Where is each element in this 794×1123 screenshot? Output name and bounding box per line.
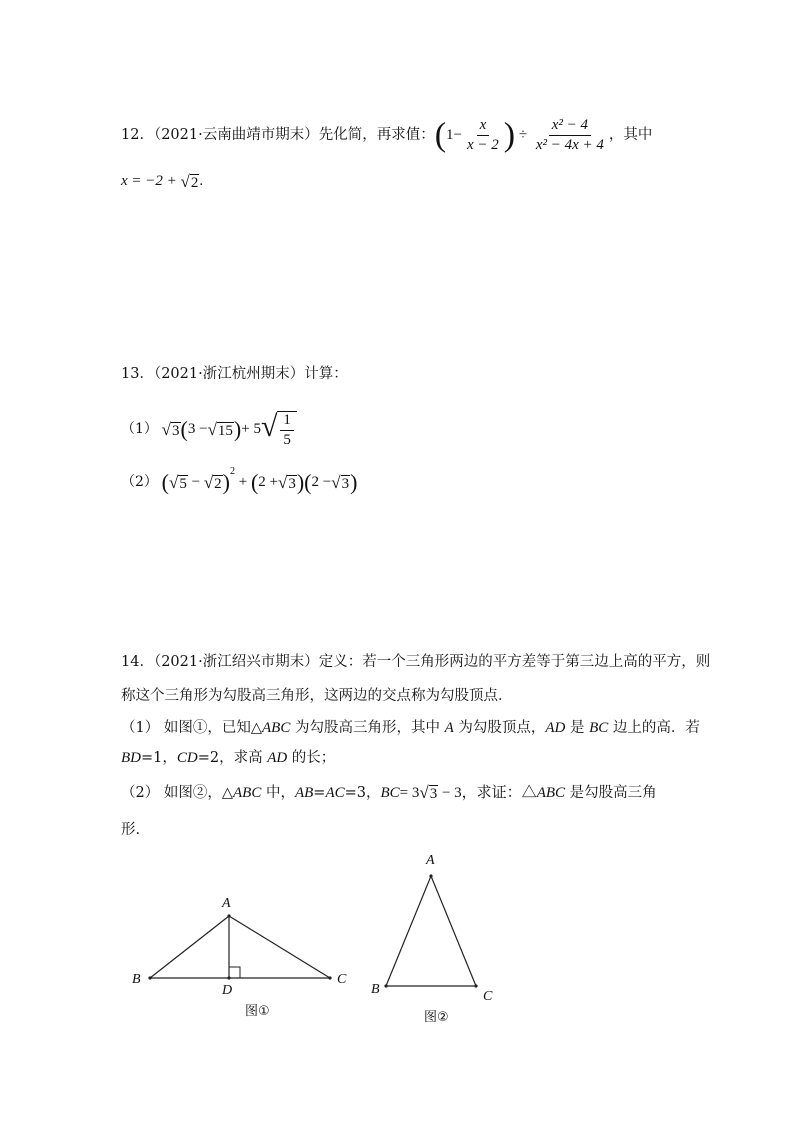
fig2-label-b: B [371, 982, 380, 997]
q14-l5-b: 中， [261, 785, 295, 801]
q12-tail: ，其中 [608, 126, 653, 143]
fig2-label-c: C [483, 989, 493, 1004]
q14-l5-bc: BC [380, 785, 400, 801]
q14-l4-AD: AD [267, 750, 288, 766]
q14-l5-r3: 3 [429, 786, 438, 802]
q14-line1: 14．（2021·浙江绍兴市期末）定义：若一个三角形两边的平方差等于第三边上高的平方，则 [121, 654, 711, 670]
q13-p1-plus5: + 5 [241, 420, 261, 437]
q14-l5-ac: AC [325, 785, 345, 801]
fig1-point-a [227, 914, 230, 917]
q13-p2-r3a: 3 [288, 475, 296, 492]
q12-cond-end: . [199, 173, 204, 189]
q13-part1: （1） √ 3 (3 − √ 15 )+ 5 √ $\frac{1}{5}$ [121, 410, 297, 449]
q12-condition: x = −2 + √ 2 . [121, 171, 204, 191]
q12-div: ÷ [518, 126, 528, 143]
q12-frac2-den: x² − 4x + 4 [535, 137, 604, 153]
fig1-right-angle-mark [229, 967, 240, 978]
q14-line2: 称这个三角形为勾股高三角形，这两边的交点称为勾股顶点． [121, 688, 513, 704]
fig1-caption: 图① [245, 1004, 270, 1019]
q13-p1-r15: 15 [217, 422, 233, 439]
fig1-label-c: C [337, 972, 347, 987]
q13-p1-label: （1） [121, 420, 158, 437]
q14-l3-d: 是 [565, 720, 590, 736]
q13-p1-fnum: 1 [280, 412, 294, 431]
fig1-side-ac [229, 916, 330, 978]
q14-line6: 形． [121, 822, 150, 838]
q13-p2-minus: − [191, 474, 201, 490]
q14-l5-e: − 3，求证：△ [438, 785, 537, 801]
q13-part2: （2） ( √ 5 − √ 2 )$^2$ + (2 + √ 3 )(2 − √ 3 ) [121, 466, 358, 495]
fig1-label-a: A [222, 896, 231, 911]
q14-l3-b: 为勾股高三角形，其中 [290, 720, 445, 736]
q14-l4-BD: BD [121, 750, 141, 766]
q14-l5-abc: ABC [233, 785, 262, 801]
q14-l5-f: 是勾股高三角 [565, 785, 657, 801]
fig2-side-ab [386, 876, 431, 986]
q12-one: 1− [446, 126, 463, 143]
q13-p2-label: （2） [121, 474, 158, 490]
q14-l5-c: =3， [344, 785, 381, 801]
q12-frac1-den: x − 2 [467, 137, 499, 153]
q12-cond-radicand: 2 [190, 174, 199, 191]
fig2-label-a: A [426, 853, 435, 868]
q14-l3-abc: ABC [262, 720, 291, 736]
q14-l3-BC: BC [589, 720, 609, 736]
q14-l5-a: （2） 如图②，△ [121, 785, 233, 801]
q13-p2-r5: 5 [179, 475, 187, 492]
q13-p2-square: 2 [229, 466, 235, 477]
q14-l5-eq1: = [313, 785, 326, 801]
q13-p1-mid: 3 − [187, 420, 208, 437]
fig1-point-c [328, 976, 331, 979]
figure-1 [148, 914, 331, 979]
fig1-side-ab [150, 916, 229, 978]
q14-l3-AD: AD [545, 720, 566, 736]
q13-p2-r3b: 3 [341, 475, 350, 492]
q13-p2-r2: 2 [214, 475, 222, 492]
q13-title: 13．（2021·浙江杭州期末）计算： [121, 366, 348, 382]
fig1-point-d [227, 976, 230, 979]
fig1-point-b [148, 976, 151, 979]
q14-l4-a: =1， [141, 750, 177, 766]
q14-l4-b: =2，求高 [197, 750, 268, 766]
q14-l5-ab: AB [294, 785, 314, 801]
q14-l3-c: 为勾股顶点， [453, 720, 546, 736]
figure-2 [384, 874, 477, 987]
fig2-point-a [429, 874, 432, 877]
q14-l4-c: 的长； [287, 750, 336, 766]
q14-l5-d: = 3 [399, 785, 420, 801]
q14-l3-A: A [444, 720, 454, 736]
q14-l4-CD: CD [176, 750, 198, 766]
fig1-label-d: D [222, 983, 233, 998]
q13-p2-two-plus: 2 + [258, 474, 278, 490]
q13-p1-fden: 5 [283, 432, 291, 448]
q13-p2-two-minus: 2 − [311, 474, 332, 490]
q14-l3-a: （1） 如图①，已知△ [121, 720, 262, 736]
q12-lead: 12．（2021·云南曲靖市期末）先化简，再求值： [121, 126, 435, 143]
q13-p2-plus: + [238, 474, 248, 490]
fig2-point-b [384, 984, 387, 987]
q12-cond-prefix: x = −2 + [121, 173, 181, 189]
q12-expression: (1− $\frac{x}{x - 2}$ ) ÷ $\frac{\text{x² − 4}}{\text{x² − 4x + 4}}$ [435, 127, 609, 143]
q12-frac1-num: x [477, 117, 490, 136]
q14-l5-abc2: ABC [536, 785, 566, 801]
fig2-point-c [474, 984, 477, 987]
q12-frac2-num: x² − 4 [549, 117, 591, 136]
fig1-label-b: B [132, 972, 141, 987]
q14-line5: （2） 如图②，△ABC 中，AB=AC=3，BC= 3 √ 3 − 3，求证：△ABC 是勾股高三角 [121, 783, 657, 802]
q14-l3-e: 边上的高．若 [608, 720, 700, 736]
q13-p1-r3: 3 [172, 422, 180, 439]
fig2-caption: 图② [424, 1010, 449, 1025]
fig2-side-ac [431, 876, 476, 986]
